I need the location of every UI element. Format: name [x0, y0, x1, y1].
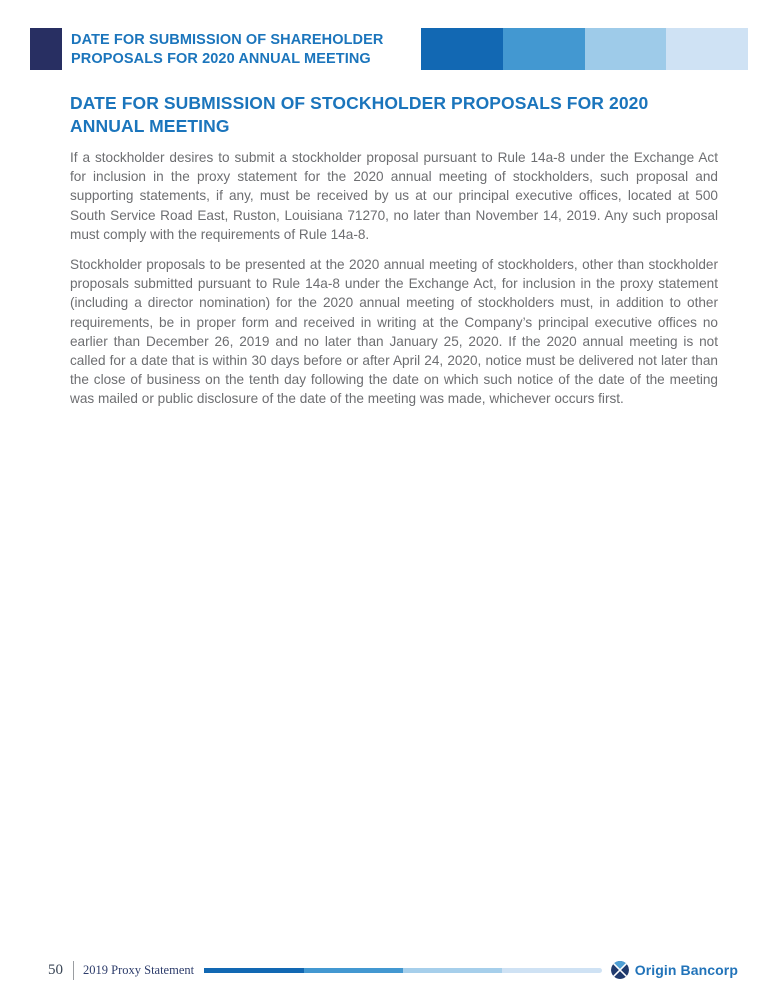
- footer-bar-segment-4: [502, 968, 601, 973]
- gradient-segment-4: [666, 28, 748, 70]
- header-gradient-bar: [421, 28, 748, 70]
- gradient-segment-2: [503, 28, 585, 70]
- brand-lockup: [611, 961, 738, 979]
- origin-bancorp-logo-icon: [611, 961, 629, 979]
- page-title: DATE FOR SUBMISSION OF STOCKHOLDER PROPOSALS FOR 2020 ANNUAL MEETING: [70, 93, 649, 136]
- footer-gradient-rule: [204, 968, 602, 973]
- page-number: 50: [48, 961, 63, 978]
- article-body: [70, 148, 718, 420]
- gradient-segment-3: [585, 28, 667, 70]
- footer-bar-segment-3: [403, 968, 502, 973]
- gradient-segment-1: [421, 28, 503, 70]
- footer-bar-segment-2: [304, 968, 403, 973]
- header-band-title: DATE FOR SUBMISSION OF SHAREHOLDER PROPOSALS FOR 2020 ANNUAL MEETING: [71, 32, 384, 67]
- footer-bar-segment-1: [204, 968, 303, 973]
- header-band: [30, 28, 748, 70]
- body-paragraph-2: Stockholder proposals to be presented at the 2020 annual meeting of stockholders, other than stockholder proposals submitted pursuant to Rule 14a-8 under the Exchange Act, for inclusion in the proxy statement (including a director nomination) for the 2020 annual meeting of stockholders must, in addition to other requirements, be in proper form and received in writing at the Company’s principal executive offices no earlier than December 26, 2019 and no later than January 25, 2020. If the 2020 annual meeting is not called for a date that is within 30 days before or after April 24, 2020, notice must be delivered not later than the close of business on the tenth day following the date on which such notice of the date of the meeting was mailed or public disclosure of the date of the meeting was made, whichever occurs first.: [70, 257, 718, 407]
- footer-divider: [73, 961, 74, 980]
- page-footer: [30, 958, 738, 982]
- proxy-statement-label: 2019 Proxy Statement: [83, 962, 195, 977]
- header-accent-square: [30, 28, 62, 70]
- body-paragraph-1: If a stockholder desires to submit a stockholder proposal pursuant to Rule 14a-8 under the Exchange Act for inclusion in the proxy statement for the 2020 annual meeting of stockholders, such proposal and supporting statements, if any, must be received by us at our principal executive offices, located at 500 South Service Road East, Ruston, Louisiana 71270, no later than November 14, 2019. Any such proposal must comply with the requirements of Rule 14a-8.: [70, 150, 718, 242]
- brand-name: Origin Bancorp: [634, 962, 738, 978]
